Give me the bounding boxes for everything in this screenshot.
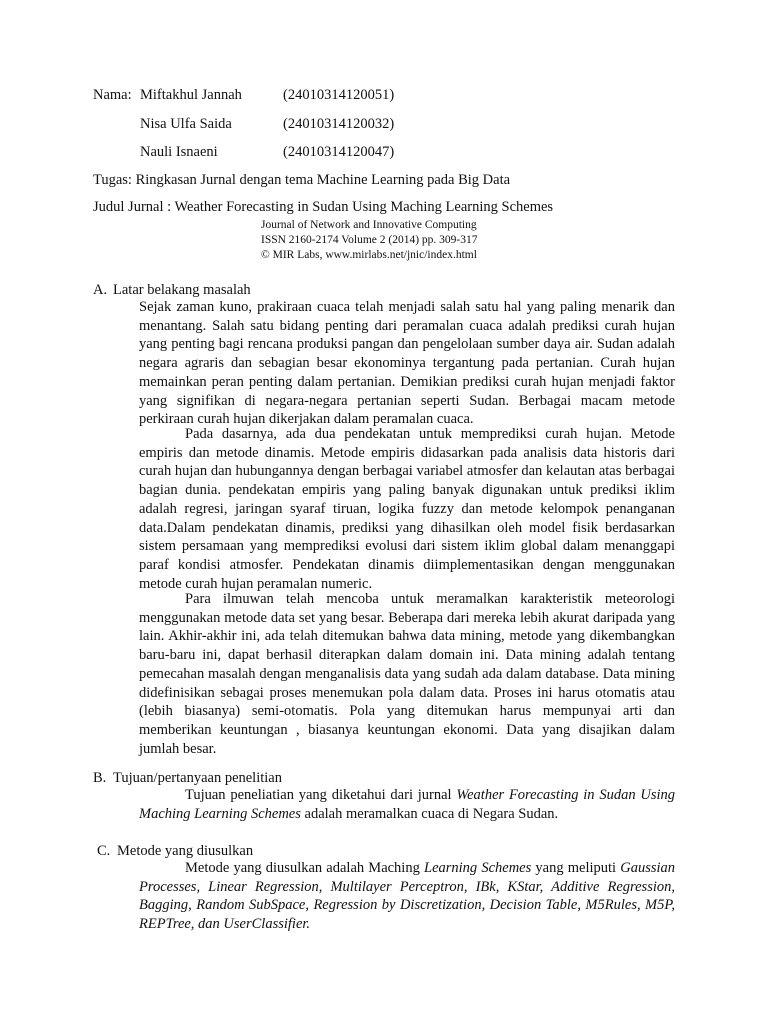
section-a-paragraph-3-text: Para ilmuwan telah mencoba untuk meramalkan karakteristik meteorologi menggunakan metode data set yang besar. Beberapa dari mereka lebih akurat daripada yang lain. Akhir-akhir ini, ada telah ditemukan bahwa data mining, metode yang dikembangkan baru-baru ini, dapat berhasil diterapkan dalam domain ini. Data mining adalah tentang pemecahan masalah dengan menganalisis data yang sudah ada dalam database. Data mining didefinisikan sebagai proses menemukan pola dalam data. Proses ini harus otomatis atau (lebih biasanya) semi-otomatis. Pola yang ditemukan harus mempunyai arti dan memberikan keuntungan , biasanya keuntungan ekonomi. Data yang disajikan dalam jumlah besar. xyxy=(139,591,675,757)
journal-name: Journal of Network and Innovative Computing xyxy=(261,219,477,231)
section-c-paragraph xyxy=(139,859,675,934)
section-b-text-after: adalah meramalkan cuaca di Negara Sudan. xyxy=(300,805,559,822)
member-name-2: Nisa Ulfa Saida xyxy=(140,116,232,132)
section-c-title: Metode yang diusulkan xyxy=(117,843,254,859)
section-b-paragraph xyxy=(139,786,675,823)
section-a-paragraph-2 xyxy=(139,425,675,593)
section-a-heading xyxy=(93,282,251,299)
nama-label: Nama: xyxy=(93,87,132,103)
member-nim-2: (24010314120032) xyxy=(283,116,395,132)
section-b-journal-title: Weather Forecasting in Sudan Using Maching Learning Schemes xyxy=(139,787,675,822)
section-b-heading xyxy=(93,770,282,787)
section-a-letter: A. xyxy=(93,282,108,298)
section-b-letter: B. xyxy=(93,770,107,786)
judul-jurnal-line: Judul Jurnal : Weather Forecasting in Sudan Using Maching Learning Schemes xyxy=(93,199,554,215)
journal-issn: ISSN 2160-2174 Volume 2 (2014) pp. 309-317 xyxy=(261,234,478,246)
member-name-3: Nauli Isnaeni xyxy=(140,144,218,160)
section-b-text-before: Tujuan peneliatian yang diketahui dari jurnal xyxy=(185,787,457,803)
section-a-paragraph-1: Sejak zaman kuno, prakiraan cuaca telah menjadi salah satu hal yang paling menarik dan menantang. Salah satu bidang penting dari peramalan cuaca adalah prediksi curah hujan yang penting bagi rencana produksi pangan dan pengelolaan sumber daya air. Sudan adalah negara agraris dan sebagian besar ekonominya tergantung pada pertanian. Curah hujan memainkan peran penting dalam pertanian. Demikian prediksi curah hujan menjadi faktor yang signifikan di negara-negara pertanian seperti Sudan. Berbagai macam metode perkiraan curah hujan dikerjakan dalam peramalan cuaca. xyxy=(139,299,675,428)
member-nim-3: (24010314120047) xyxy=(283,144,395,160)
tugas-line: Tugas: Ringkasan Jurnal dengan tema Machine Learning pada Big Data xyxy=(93,172,511,188)
section-a-title: Latar belakang masalah xyxy=(113,282,251,298)
section-c-letter: C. xyxy=(97,843,111,859)
member-name-1: Miftakhul Jannah xyxy=(140,87,242,103)
member-nim-1: (24010314120051) xyxy=(283,87,395,103)
journal-info xyxy=(261,218,477,263)
section-c-text-before: Metode yang diusulkan adalah Maching xyxy=(185,860,424,876)
section-a-paragraph-2-text: Pada dasarnya, ada dua pendekatan untuk memprediksi curah hujan. Metode empiris dan metode dinamis. Metode empiris didasarkan pada analisis data historis dari curah hujan dan hubungannya dengan berbagai variabel atmosfer dan kelautan atas berbagai bagian dunia. pendekatan empiris yang paling banyak digunakan untuk prediksi iklim adalah regresi, jaringan syaraf tiruan, logika fuzzy dan metode kelompok penanganan data.Dalam pendekatan dinamis, prediksi yang dihasilkan oleh model fisik berdasarkan sistem persamaan yang memprediksi evolusi dari sistem iklim global dalam menanggapi paraf kondisi atmosfer. Pendekatan dinamis diimplementasikan dengan menggunakan metode curah hujan peramalan numeric. xyxy=(139,426,675,592)
section-c-italic-schemes: Learning Schemes xyxy=(424,860,532,876)
section-a-paragraph-3 xyxy=(139,590,675,758)
section-c-heading xyxy=(97,843,253,860)
section-b-title: Tujuan/pertanyaan penelitian xyxy=(113,770,282,786)
journal-copyright: © MIR Labs, www.mirlabs.net/jnic/index.html xyxy=(261,249,477,261)
section-c-method-list: Gaussian Processes, Linear Regression, Multilayer Perceptron, IBk, KStar, Additive Regression, Bagging, Random SubSpace, Regression by Discretization, Decision Table, M5Rules, M5P, REPTree, dan UserClassifier. xyxy=(139,860,676,933)
section-c-text-middle: yang meliputi xyxy=(531,860,621,876)
